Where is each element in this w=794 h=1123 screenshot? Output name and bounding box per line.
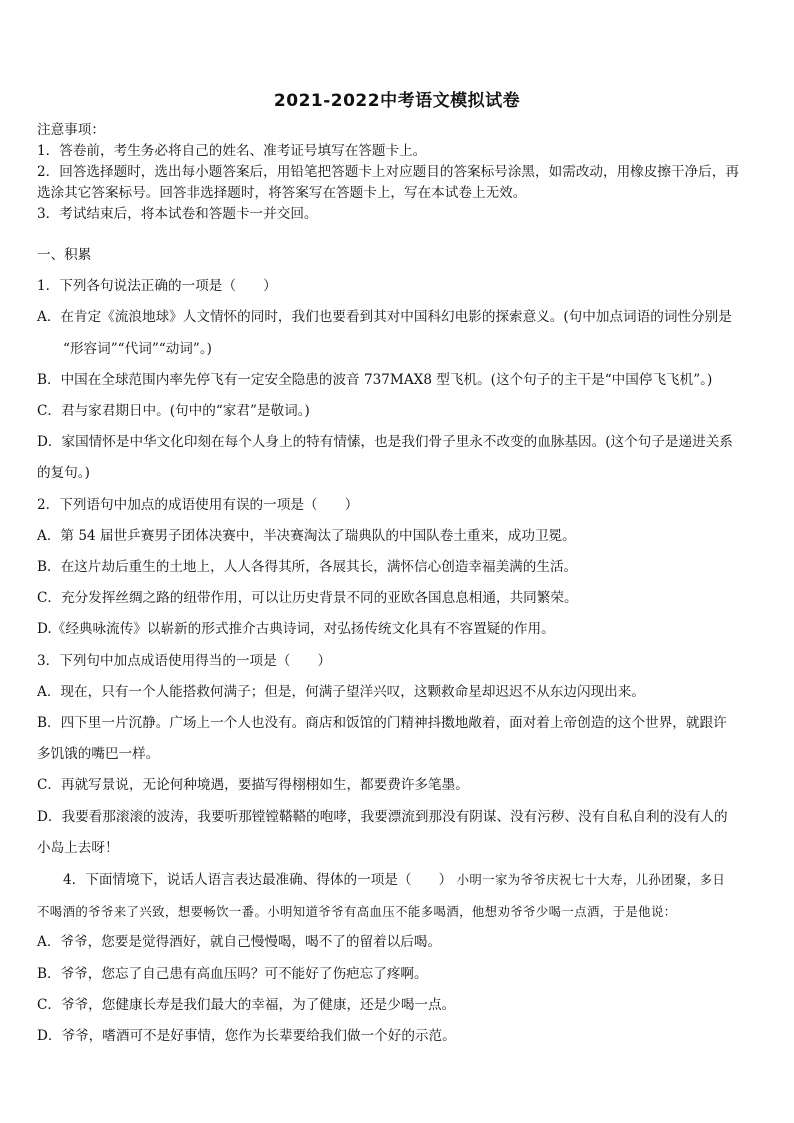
questions-section [37,240,759,1052]
notes-line: 选涂其它答案标号。回答非选择题时，将答案写在答题卡上，写在本试卷上无效。 [37,185,527,201]
question-option: B．爷爷，您忘了自己患有高血压吗？可不能好了伤疤忘了疼啊。 [37,965,428,982]
question-option: D.《经典咏流传》以崭新的形式推介古典诗词，对弘扬传统文化具有不容置疑的作用。 [37,621,555,638]
question-stem: 1．下列各句说法正确的一项是（ ） [37,278,277,295]
question-option: B．在这片劫后重生的土地上，人人各得其所，各展其长，满怀信心创造幸福美满的生活。 [37,559,578,576]
question-option-continued: “形容词”“代词”“动词”。) [63,340,212,357]
notes-line: 2．回答选择题时，选出每小题答案后，用铅笔把答题卡上对应题目的答案标号涂黑，如需改动，用橡皮擦干净后，再 [37,164,739,180]
notes-line: 1．答卷前，考生务必将自己的姓名、准考证号填写在答题卡上。 [37,143,427,159]
question-stem: 2．下列语句中加点的成语使用有误的一项是（ ） [37,496,359,513]
question-stem: 4．下面情境下，说话人语言表达最准确、得体的一项是（ ） [63,872,453,889]
question-option: A．现在，只有一个人能搭救何满子；但是，何满子望洋兴叹，这颗救命星却迟迟不从东边闪现出来。 [37,683,645,700]
question-option: D．爷爷，嗜酒可不是好事情，您作为长辈要给我们做一个好的示范。 [37,1028,456,1045]
question-option-continued: 的复句。) [37,465,90,482]
question-option: B．中国在全球范围内率先停飞有一定安全隐患的波音 737MAX8 型飞机。(这个句子的主干是“中国停飞飞机”。) [37,371,713,388]
page-title: 2021-2022中考语文模拟试卷 [273,91,521,111]
question-option: B．四下里一片沉静。广场上一个人也没有。商店和饭馆的门精神抖擞地敞着，面对着上帝创造的这个世界，就跟许 [37,715,727,732]
notes-section [37,120,759,225]
question-option: C．再就写景说，无论何种境遇，要描写得栩栩如生，都要费许多笔墨。 [37,777,469,794]
question-option: A．第 54 届世乒赛男子团体决赛中，半决赛淘汰了瑞典队的中国队卷土重来，成功卫冕。 [37,527,576,544]
question-stem: 3．下列句中加点成语使用得当的一项是（ ） [37,652,332,669]
question-context: 小明一家为爷爷庆祝七十大寿，儿孙团聚，多日 [456,872,726,888]
question-option: A．在肯定《流浪地球》人文情怀的同时，我们也要看到其对中国科幻电影的探索意义。(句中加点词语的词性分别是 [37,309,732,326]
question-option: D．家国情怀是中华文化印刻在每个人身上的特有情愫，也是我们骨子里永不改变的血脉基因。(这个句子是递进关系 [37,434,733,451]
question-option: C．君与家君期日中。(句中的“家君”是敬词。) [37,403,310,420]
question-option-continued: 多饥饿的嘴巴一样。 [37,746,160,763]
question-option: C．爷爷，您健康长寿是我们最大的幸福，为了健康，还是少喝一点。 [37,996,456,1013]
question-4-line-1 [37,864,759,896]
question-option: D．我要看那滚滚的波涛，我要听那镗镗鞳鞳的咆哮，我要漂流到那没有阴谋、没有污秽、没有自私自利的没有人的 [37,808,728,825]
question-option: A．爷爷，您要是觉得酒好，就自己慢慢喝，喝不了的留着以后喝。 [37,934,442,951]
notes-line: 3．考试结束后，将本试卷和答题卡一并交回。 [37,206,318,222]
question-option: C．充分发挥丝绸之路的纽带作用，可以让历史背景不同的亚欧各国息息相通，共同繁荣。 [37,590,578,607]
question-context: 不喝酒的爷爷来了兴致，想要畅饮一番。小明知道爷爷有高血压不能多喝酒，他想劝爷爷少喝一点酒，于是他说： [37,904,677,920]
question-option-continued: 小岛上去呀！ [37,839,119,856]
notes-heading: 注意事项： [37,122,105,138]
section-heading: 一、积累 [37,247,92,263]
